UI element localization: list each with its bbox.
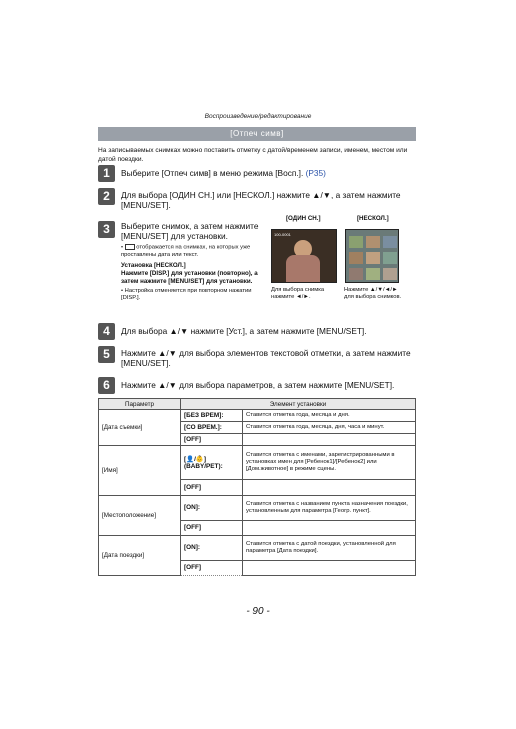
option-desc: Ставится отметка года, месяца, дня, часа и минут. xyxy=(243,422,416,434)
intro-text: На записываемых снимках можно поставить отметку с датой/временем записи, именем, местом или датой поездки. xyxy=(98,147,408,163)
multi-photo-grid xyxy=(345,229,399,283)
sub-text: Нажмите [DISP.] для установки (повторно), а затем нажмите [MENU/SET] для установки. xyxy=(121,269,258,285)
single-photo: 100-0001 xyxy=(271,229,337,283)
step-number: 6 xyxy=(98,377,115,394)
option-desc: Ставится отметка с названием пункта назначения поездки, установленным для параметра [Геогр. пункт]. xyxy=(243,496,416,521)
step-number: 2 xyxy=(98,188,115,205)
step-number: 5 xyxy=(98,346,115,363)
step-4 xyxy=(98,323,416,340)
step-text: Нажмите ▲/▼ для выбора элементов текстовой отметки, а затем нажмите [MENU/SET]. xyxy=(121,348,411,368)
table-row xyxy=(99,446,416,480)
page-link[interactable]: (P35) xyxy=(305,168,326,178)
option-value: [OFF] xyxy=(181,520,243,535)
table-row xyxy=(99,536,416,561)
param-cell: [Имя] xyxy=(99,446,181,496)
option-desc: Ставится отметка с именами, зарегистрированными в установках имен для [Ребенок1]/[Ребенок2] или [Дом.животное] в режиме сцены. xyxy=(243,446,416,480)
option-value: [OFF] xyxy=(181,560,243,575)
multi-caption: Нажмите ▲/▼/◄/► для выбора снимков. xyxy=(344,287,402,300)
settings-table xyxy=(98,398,416,576)
step-number: 3 xyxy=(98,221,115,238)
option-value: [OFF] xyxy=(181,480,243,496)
step-text: Выберите [Отпеч симв] в меню режима [Восп.]. xyxy=(121,168,304,178)
param-cell: [Местоположение] xyxy=(99,496,181,536)
step-1 xyxy=(98,165,326,182)
page-number: - 90 - xyxy=(246,606,270,617)
step-2 xyxy=(98,188,416,210)
table-row xyxy=(99,496,416,521)
step-5 xyxy=(98,346,416,368)
step-text: Для выбора [ОДИН СН.] или [НЕСКОЛ.] нажмите ▲/▼, а затем нажмите [MENU/SET]. xyxy=(121,190,401,210)
step-6 xyxy=(98,377,416,394)
single-caption: Для выбора снимка нажмите ◄/►. xyxy=(271,287,325,300)
note-bullet-1: • отображается на снимках, на которых уже проставлены дата или текст. xyxy=(121,244,251,258)
option-desc: Ставится отметка с датой поездки, установленной для параметра [Дата поездки]. xyxy=(243,536,416,561)
option-desc xyxy=(243,520,416,535)
option-desc xyxy=(243,560,416,575)
step-text: Для выбора ▲/▼ нажмите [Уст.], а затем нажмите [MENU/SET]. xyxy=(121,326,367,336)
page-title: [Отпеч симв] xyxy=(98,127,416,141)
option-value: [OFF] xyxy=(181,434,243,446)
col-item-header: Элемент установки xyxy=(181,399,416,410)
note-bullet-2: • Настройка отменяется при повторном нажатии [DISP.]. xyxy=(121,287,252,301)
sub-title: Установка [НЕСКОЛ.] xyxy=(121,261,186,269)
option-value: [👤/👶] (BABY/PET): xyxy=(181,446,243,480)
option-desc: Ставится отметка года, месяца и дня. xyxy=(243,410,416,422)
col-param-header: Параметр xyxy=(99,399,181,410)
option-value: [СО ВРЕМ.]: xyxy=(181,422,243,434)
single-label: [ОДИН СН.] xyxy=(286,215,321,222)
option-desc xyxy=(243,434,416,446)
table-row xyxy=(99,410,416,422)
option-value: [ON]: xyxy=(181,496,243,521)
option-desc xyxy=(243,480,416,496)
section-header: Воспроизведение/редактирование xyxy=(204,113,312,120)
option-value: [БЕЗ ВРЕМ]: xyxy=(181,410,243,422)
option-value: [ON]: xyxy=(181,536,243,561)
step-text: Нажмите ▲/▼ для выбора параметров, а затем нажмите [MENU/SET]. xyxy=(121,380,395,390)
param-cell: [Дата поездки] xyxy=(99,536,181,576)
stamp-icon xyxy=(125,244,135,250)
step-3 xyxy=(98,221,268,302)
param-cell: [Дата съемки] xyxy=(99,410,181,446)
multi-label: [НЕСКОЛ.] xyxy=(357,215,389,222)
step-number: 1 xyxy=(98,165,115,182)
step-number: 4 xyxy=(98,323,115,340)
step-text: Выберите снимок, а затем нажмите [MENU/SET] для установки. xyxy=(121,221,259,241)
